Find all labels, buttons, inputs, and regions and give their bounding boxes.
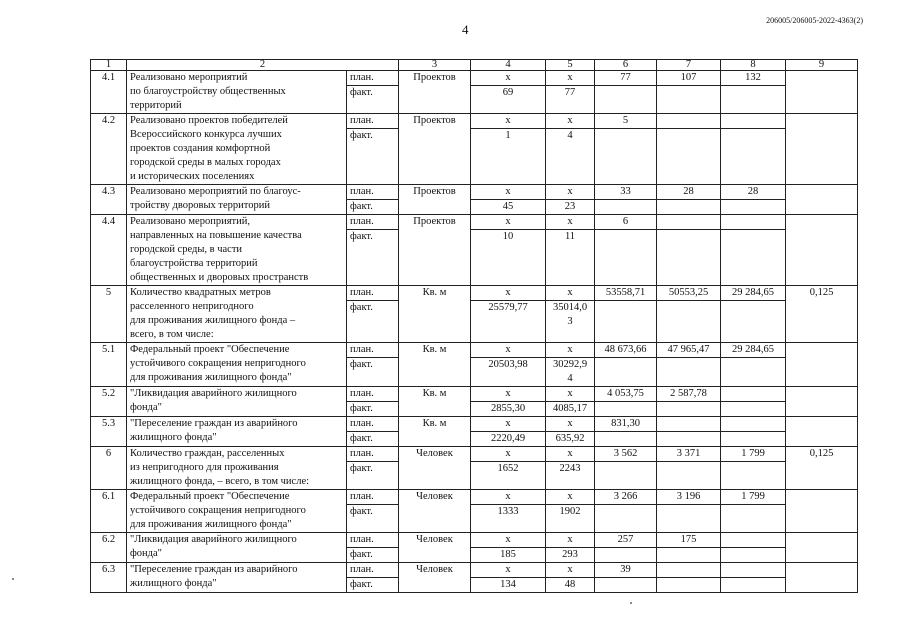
fact-value: 2855,30 xyxy=(471,402,546,417)
fact-value: 45 xyxy=(471,200,546,215)
fact-value: 1902 xyxy=(546,505,595,533)
plan-value: х xyxy=(471,533,546,548)
plan-value: х xyxy=(471,447,546,462)
row-number: 5.3 xyxy=(91,417,127,447)
fact-value: 2243 xyxy=(546,462,595,490)
weight-cell xyxy=(786,533,858,563)
plan-value: 3 562 xyxy=(595,447,657,462)
fact-value xyxy=(721,200,786,215)
plan-value: х xyxy=(546,215,595,230)
plan-value: х xyxy=(471,185,546,200)
unit-cell: Человек xyxy=(399,447,471,490)
unit-cell: Человек xyxy=(399,490,471,533)
fact-value xyxy=(595,402,657,417)
plan-value: х xyxy=(546,387,595,402)
fact-value: 635,92 xyxy=(546,432,595,447)
plan-value: х xyxy=(546,447,595,462)
fact-value xyxy=(657,301,721,343)
fact-value xyxy=(657,462,721,490)
plan-value: 1 799 xyxy=(721,490,786,505)
plan-value: х xyxy=(546,417,595,432)
table-row xyxy=(91,563,858,578)
weight-cell: 0,125 xyxy=(786,286,858,343)
fact-value xyxy=(595,129,657,185)
fact-value xyxy=(595,548,657,563)
unit-cell: Кв. м xyxy=(399,286,471,343)
fact-label: факт. xyxy=(347,462,399,490)
plan-label: план. xyxy=(347,533,399,548)
fact-value xyxy=(657,402,721,417)
fact-value: 134 xyxy=(471,578,546,593)
fact-value xyxy=(657,86,721,114)
indicator-name: "Переселение граждан из аварийного жилищного фонда" xyxy=(127,417,347,447)
plan-label: план. xyxy=(347,417,399,432)
fact-value: 25579,77 xyxy=(471,301,546,343)
plan-label: план. xyxy=(347,286,399,301)
table-row xyxy=(91,286,858,301)
weight-cell xyxy=(786,114,858,185)
unit-cell: Проектов xyxy=(399,215,471,286)
table-row xyxy=(91,343,858,358)
unit-cell: Кв. м xyxy=(399,387,471,417)
weight-cell xyxy=(786,185,858,215)
plan-value: 3 371 xyxy=(657,447,721,462)
indicator-name: "Ликвидация аварийного жилищного фонда" xyxy=(127,387,347,417)
weight-cell xyxy=(786,71,858,114)
unit-cell: Проектов xyxy=(399,185,471,215)
fact-value xyxy=(721,505,786,533)
header-cell: 9 xyxy=(786,60,858,71)
plan-value: х xyxy=(471,215,546,230)
indicator-name: "Переселение граждан из аварийного жилищного фонда" xyxy=(127,563,347,593)
fact-value xyxy=(657,358,721,387)
header-cell: 8 xyxy=(721,60,786,71)
fact-value: 11 xyxy=(546,230,595,286)
plan-value: 6 xyxy=(595,215,657,230)
fact-value: 30292,9 4 xyxy=(546,358,595,387)
indicator-name: Реализовано мероприятий, направленных на повышение качества городской среды, в части благоустройства территорий общественных и дворовых пространств xyxy=(127,215,347,286)
table-row xyxy=(91,71,858,86)
table-row xyxy=(91,417,858,432)
fact-label: факт. xyxy=(347,505,399,533)
plan-value xyxy=(657,417,721,432)
unit-cell: Человек xyxy=(399,533,471,563)
fact-label: факт. xyxy=(347,301,399,343)
indicator-name: Количество квадратных метров расселенного непригодного для проживания жилищного фонда – всего, в том числе: xyxy=(127,286,347,343)
table-row xyxy=(91,490,858,505)
plan-value: 28 xyxy=(657,185,721,200)
fact-value xyxy=(595,230,657,286)
fact-label: факт. xyxy=(347,86,399,114)
plan-value: 50553,25 xyxy=(657,286,721,301)
fact-label: факт. xyxy=(347,432,399,447)
fact-value xyxy=(595,578,657,593)
plan-value: 28 xyxy=(721,185,786,200)
fact-value xyxy=(721,301,786,343)
fact-value: 77 xyxy=(546,86,595,114)
fact-value xyxy=(721,358,786,387)
plan-value: х xyxy=(546,533,595,548)
plan-value: х xyxy=(471,71,546,86)
plan-value: 3 196 xyxy=(657,490,721,505)
fact-label: факт. xyxy=(347,200,399,215)
fact-value xyxy=(657,230,721,286)
fact-value: 10 xyxy=(471,230,546,286)
row-number: 6.2 xyxy=(91,533,127,563)
plan-value: х xyxy=(471,343,546,358)
plan-value: 107 xyxy=(657,71,721,86)
plan-value: 77 xyxy=(595,71,657,86)
weight-cell xyxy=(786,417,858,447)
fact-label: факт. xyxy=(347,358,399,387)
plan-value: 3 266 xyxy=(595,490,657,505)
weight-cell xyxy=(786,387,858,417)
plan-label: план. xyxy=(347,563,399,578)
fact-label: факт. xyxy=(347,129,399,185)
fact-value: 1333 xyxy=(471,505,546,533)
weight-cell xyxy=(786,215,858,286)
fact-label: факт. xyxy=(347,578,399,593)
plan-value: 53558,71 xyxy=(595,286,657,301)
fact-value xyxy=(595,432,657,447)
indicator-name: Реализовано проектов победителей Всероссийского конкурса лучших проектов создания комфортной городской среды в малых городах и исторических поселениях xyxy=(127,114,347,185)
fact-value: 48 xyxy=(546,578,595,593)
indicator-name: Реализовано мероприятий по благоустройству общественных территорий xyxy=(127,71,347,114)
unit-cell: Кв. м xyxy=(399,343,471,387)
plan-value: 1 799 xyxy=(721,447,786,462)
plan-value: 48 673,66 xyxy=(595,343,657,358)
fact-value: 4 xyxy=(546,129,595,185)
plan-value: 175 xyxy=(657,533,721,548)
plan-value xyxy=(721,533,786,548)
document-id: 206005/206005-2022-4363(2) xyxy=(766,16,863,25)
plan-value: 33 xyxy=(595,185,657,200)
fact-value xyxy=(595,200,657,215)
unit-cell: Проектов xyxy=(399,71,471,114)
fact-value: 2220,49 xyxy=(471,432,546,447)
plan-value: х xyxy=(546,563,595,578)
plan-value: 29 284,65 xyxy=(721,286,786,301)
plan-value: х xyxy=(546,286,595,301)
fact-value: 185 xyxy=(471,548,546,563)
plan-value: 5 xyxy=(595,114,657,129)
fact-value xyxy=(595,358,657,387)
fact-value xyxy=(721,230,786,286)
row-number: 5.1 xyxy=(91,343,127,387)
row-number: 5 xyxy=(91,286,127,343)
plan-value: х xyxy=(471,114,546,129)
scan-speck xyxy=(12,578,14,580)
indicator-name: Количество граждан, расселенных из непригодного для проживания жилищного фонда, – всего, в том числе: xyxy=(127,447,347,490)
header-cell: 5 xyxy=(546,60,595,71)
fact-value xyxy=(657,432,721,447)
plan-value: 2 587,78 xyxy=(657,387,721,402)
table-row xyxy=(91,533,858,548)
unit-cell: Проектов xyxy=(399,114,471,185)
fact-label: факт. xyxy=(347,548,399,563)
plan-label: план. xyxy=(347,71,399,86)
plan-label: план. xyxy=(347,490,399,505)
fact-value xyxy=(721,402,786,417)
fact-value xyxy=(595,462,657,490)
row-number: 6.3 xyxy=(91,563,127,593)
header-cell: 3 xyxy=(399,60,471,71)
fact-label: факт. xyxy=(347,230,399,286)
header-cell: 4 xyxy=(471,60,546,71)
fact-value xyxy=(595,86,657,114)
unit-cell: Человек xyxy=(399,563,471,593)
fact-value xyxy=(721,462,786,490)
table-row xyxy=(91,185,858,200)
fact-value xyxy=(657,200,721,215)
plan-value xyxy=(721,215,786,230)
plan-value xyxy=(657,114,721,129)
fact-value xyxy=(657,505,721,533)
row-number: 5.2 xyxy=(91,387,127,417)
fact-value: 69 xyxy=(471,86,546,114)
plan-value: 257 xyxy=(595,533,657,548)
plan-value: х xyxy=(471,387,546,402)
row-number: 4.1 xyxy=(91,71,127,114)
plan-value: 831,30 xyxy=(595,417,657,432)
plan-value: х xyxy=(471,417,546,432)
row-number: 4.3 xyxy=(91,185,127,215)
fact-value xyxy=(595,505,657,533)
fact-value xyxy=(657,548,721,563)
header-cell: 7 xyxy=(657,60,721,71)
row-number: 4.2 xyxy=(91,114,127,185)
plan-value: 29 284,65 xyxy=(721,343,786,358)
fact-value xyxy=(657,578,721,593)
fact-value: 4085,17 xyxy=(546,402,595,417)
fact-value xyxy=(721,432,786,447)
indicator-name: Реализовано мероприятий по благоус- тройству дворовых территорий xyxy=(127,185,347,215)
indicators-table xyxy=(90,59,858,593)
header-cell: 6 xyxy=(595,60,657,71)
fact-value: 23 xyxy=(546,200,595,215)
plan-label: план. xyxy=(347,215,399,230)
plan-label: план. xyxy=(347,185,399,200)
weight-cell xyxy=(786,563,858,593)
plan-value: 4 053,75 xyxy=(595,387,657,402)
plan-value: х xyxy=(471,563,546,578)
plan-value: 47 965,47 xyxy=(657,343,721,358)
header-cell: 2 xyxy=(127,60,399,71)
fact-value xyxy=(721,578,786,593)
plan-value xyxy=(721,417,786,432)
fact-value xyxy=(657,129,721,185)
fact-value xyxy=(595,301,657,343)
page-number: 4 xyxy=(462,22,469,37)
plan-value: х xyxy=(546,71,595,86)
row-number: 6 xyxy=(91,447,127,490)
plan-value: х xyxy=(546,343,595,358)
indicator-name: "Ликвидация аварийного жилищного фонда" xyxy=(127,533,347,563)
fact-value: 20503,98 xyxy=(471,358,546,387)
fact-value xyxy=(721,129,786,185)
plan-value xyxy=(721,563,786,578)
plan-value: х xyxy=(546,185,595,200)
table-row xyxy=(91,215,858,230)
unit-cell: Кв. м xyxy=(399,417,471,447)
header-cell: 1 xyxy=(91,60,127,71)
plan-value: х xyxy=(546,114,595,129)
fact-label: факт. xyxy=(347,402,399,417)
fact-value: 1 xyxy=(471,129,546,185)
plan-label: план. xyxy=(347,343,399,358)
fact-value: 1652 xyxy=(471,462,546,490)
fact-value xyxy=(721,86,786,114)
fact-value: 293 xyxy=(546,548,595,563)
plan-value: х xyxy=(546,490,595,505)
table-row xyxy=(91,114,858,129)
indicator-name: Федеральный проект "Обеспечение устойчивого сокращения непригодного для проживания жилищного фонда" xyxy=(127,343,347,387)
indicator-name: Федеральный проект "Обеспечение устойчивого сокращения непригодного для проживания жилищного фонда" xyxy=(127,490,347,533)
plan-value xyxy=(657,563,721,578)
fact-value: 35014,0 3 xyxy=(546,301,595,343)
scan-speck xyxy=(630,602,632,604)
plan-label: план. xyxy=(347,387,399,402)
header-row xyxy=(91,60,858,71)
row-number: 4.4 xyxy=(91,215,127,286)
row-number: 6.1 xyxy=(91,490,127,533)
plan-value: х xyxy=(471,286,546,301)
plan-label: план. xyxy=(347,114,399,129)
plan-value xyxy=(657,215,721,230)
plan-value: х xyxy=(471,490,546,505)
plan-value xyxy=(721,114,786,129)
weight-cell: 0,125 xyxy=(786,447,858,490)
table-row xyxy=(91,387,858,402)
fact-value xyxy=(721,548,786,563)
table-row xyxy=(91,447,858,462)
weight-cell xyxy=(786,343,858,387)
plan-value: 39 xyxy=(595,563,657,578)
weight-cell xyxy=(786,490,858,533)
plan-value xyxy=(721,387,786,402)
plan-value: 132 xyxy=(721,71,786,86)
plan-label: план. xyxy=(347,447,399,462)
